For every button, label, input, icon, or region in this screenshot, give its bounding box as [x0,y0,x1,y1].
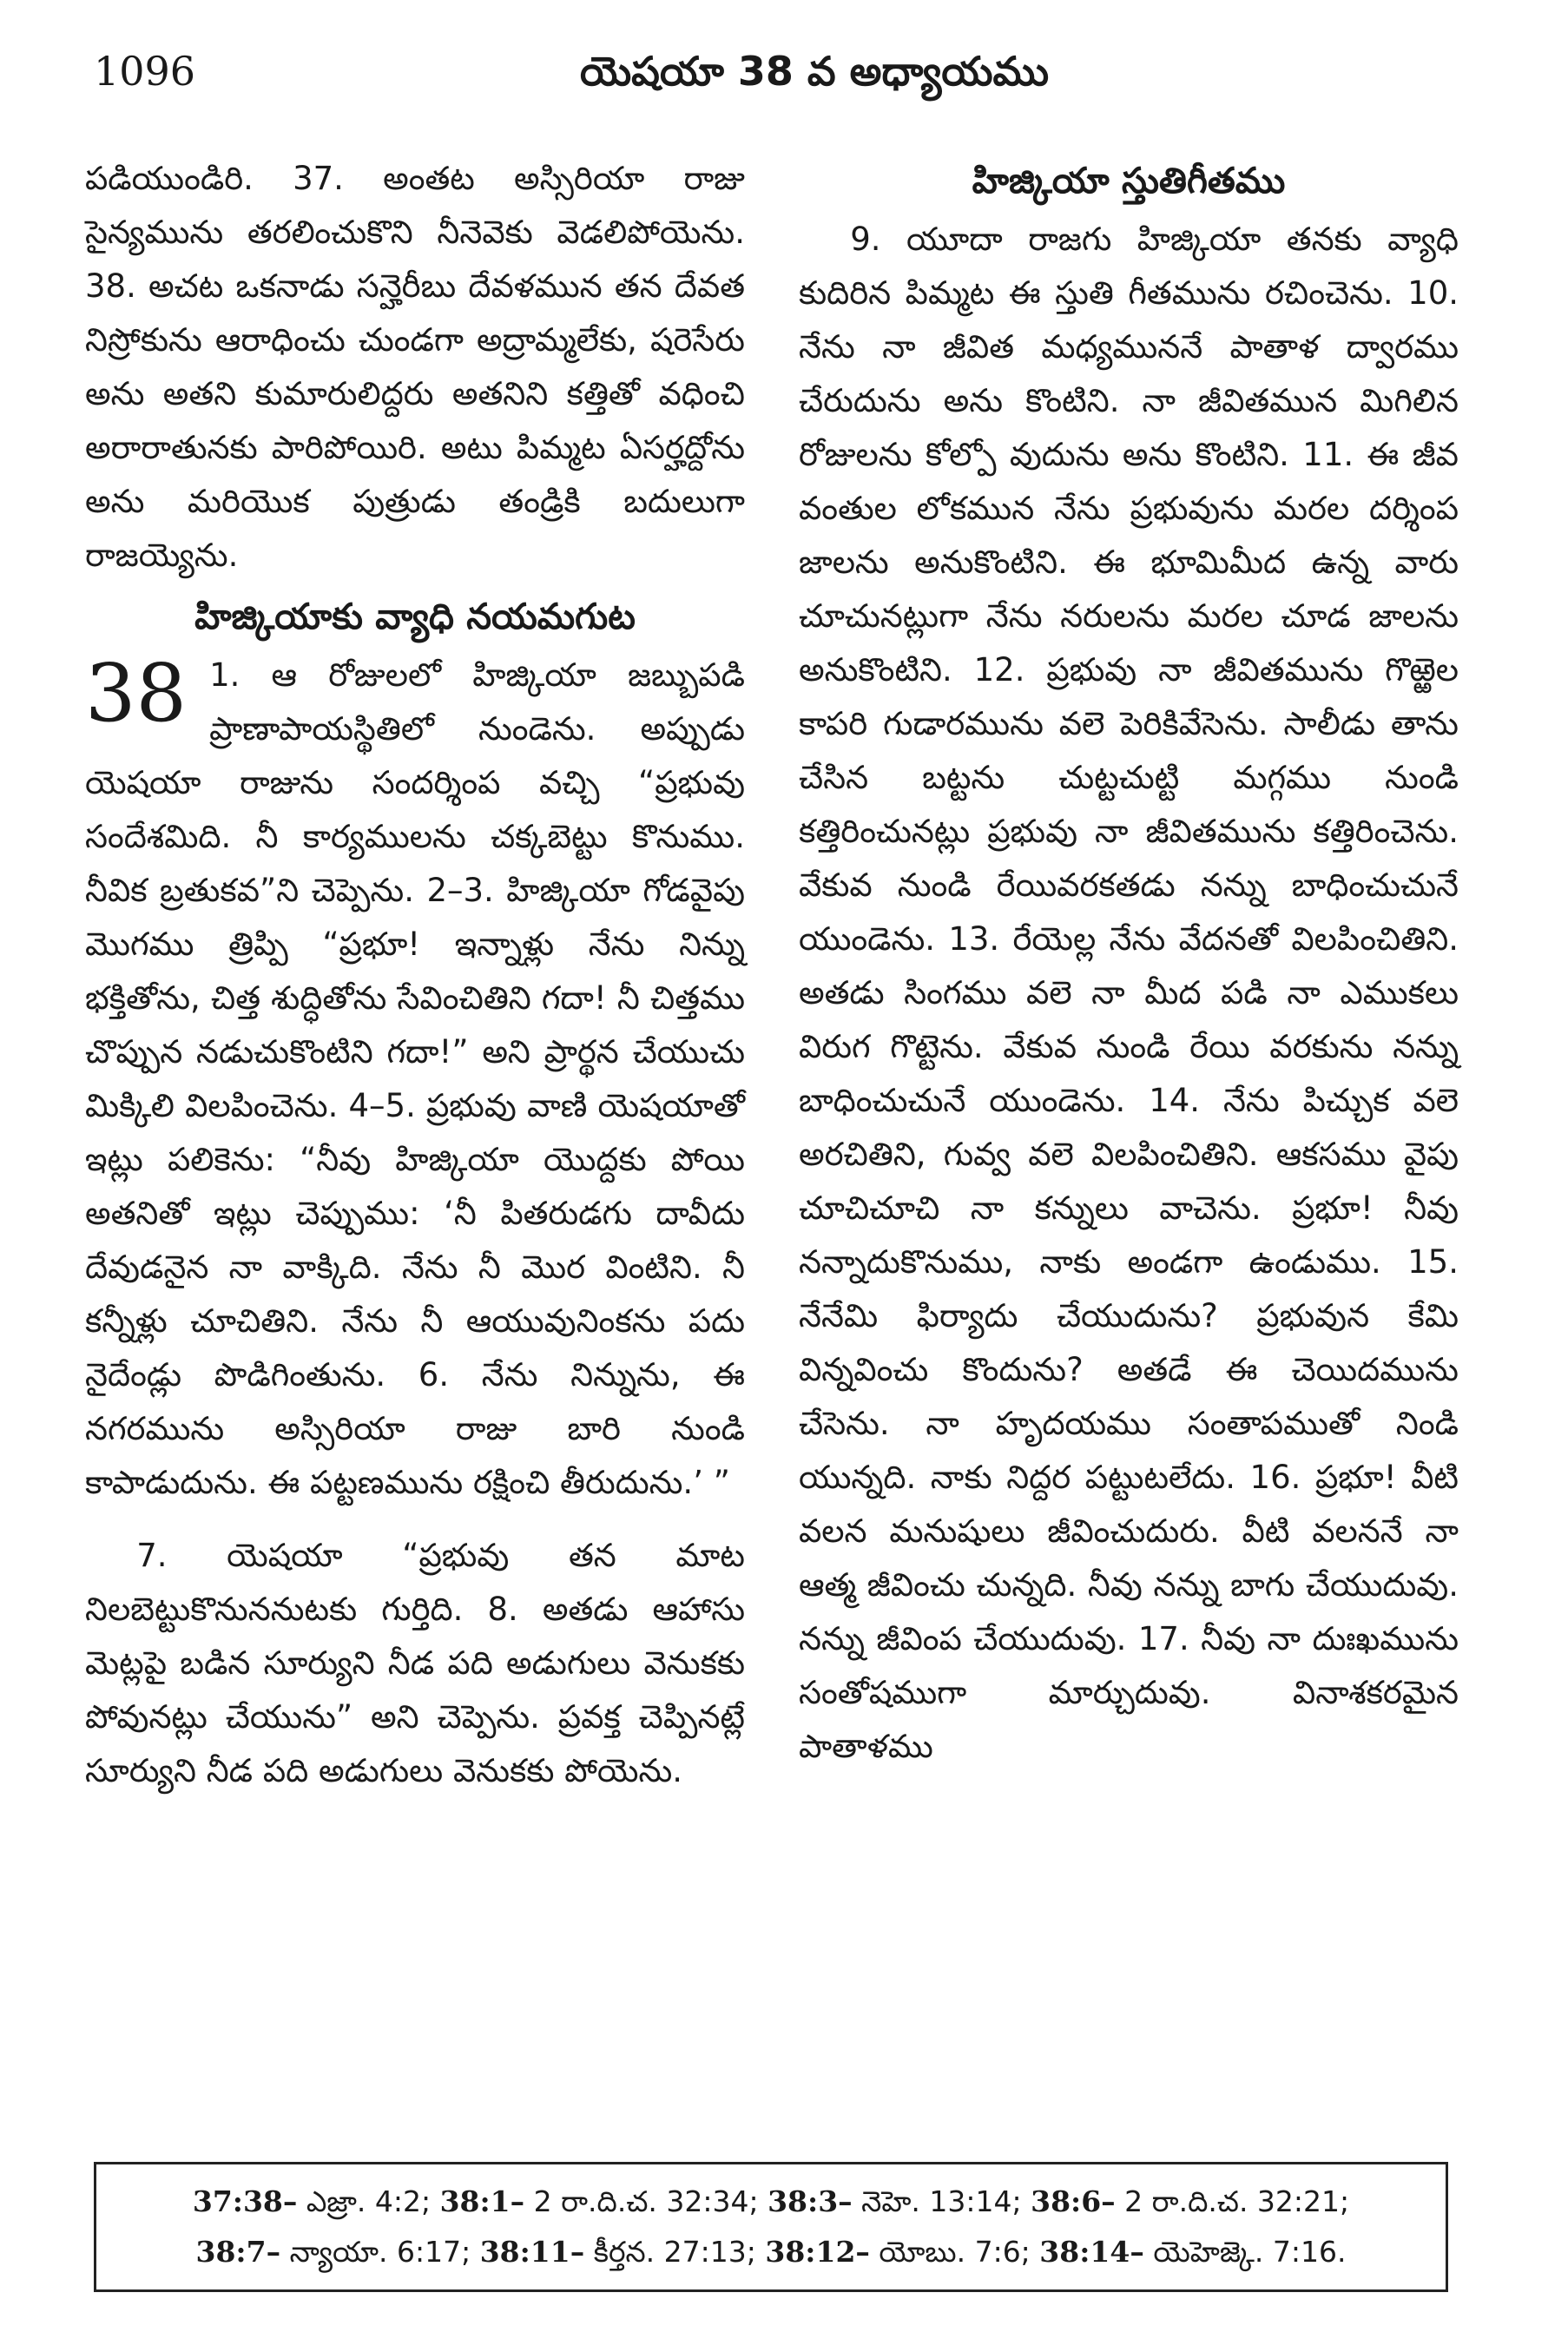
paragraph-song: 9. యూదా రాజగు హిజ్కియా తనకు వ్యాధి కుదిరిన పిమ్మట ఈ స్తుతి గీతమును రచించెను. 10. నేను నా జీవిత మధ్యముననే పాతాళ ద్వారము చేరుదును అను కొంటిని. నా జీవితమున మిగిలిన రోజులను కోల్పో వుదును అను కొంటిని. 11. ఈ జీవ వంతుల లోకమున నేను ప్రభువును మరల దర్శింప జాలను అనుకొంటిని. ఈ భూమిమీద ఉన్న వారు చూచునట్లుగా నేను నరులను మరల చూడ జాలను అనుకొంటిని. 12. ప్రభువు నా జీవితమును గొఱ్ఱెల కాపరి గుడారమును వలె పెరికివేసెను. సాలీడు తాను చేసిన బట్టను చుట్టచుట్టి మగ్గము నుండి కత్తిరించునట్లు ప్రభువు నా జీవితమును కత్తిరించెను. వేకువ నుండి రేయివరకతడు నన్ను బాధించుచునే యుండెను. 13. రేయెల్ల నేను వేదనతో విలపించితిని. అతడు సింగము వలె నా మీద పడి నా ఎముకలు విరుగ గొట్టెను. వేకువ నుండి రేయి వరకును నన్ను బాధించుచునే యుండెను. 14. నేను పిచ్చుక వలె అరచితిని, గువ్వ వలె విలపించితిని. ఆకసము వైపు చూచిచూచి నా కన్నులు వాచెను. ప్రభూ! నీవు నన్నాదుకొనుము, నాకు అండగా ఉండుము. 15. నేనేమి ఫిర్యాదు చేయుదును? ప్రభువున కేమి విన్నవించు కొందును? అతడే ఈ చెయిదమును చేసెను. నా హృదయము సంతాపముతో నిండి యున్నది. నాకు నిద్దర పట్టుటలేదు. 16. ప్రభూ! వీటి వలన మనుషులు జీవించుదురు. వీటి వలననే నా ఆత్మ జీవించు చున్నది. నీవు నన్ను బాగు చేయుదువు. నన్ను జీవింప చేయుదువు. 17. నీవు నా దుఃఖమును సంతోషముగా మార్చుదువు. వినాశకరమైన పాతాళము [799,221,1459,1765]
cross-references-box [94,2162,1448,2292]
ref-label: 37:38– [192,2184,298,2218]
ref-label: 38:3– [768,2184,853,2218]
ref-label: 38:14– [1039,2235,1144,2269]
ref-text: 2 రా.ది.చ. 32:21; [1115,2184,1350,2218]
ref-label: 38:6– [1031,2184,1116,2218]
paragraph-verse-seven: 7. యెషయా “ప్రభువు తన మాట నిలబెట్టుకొనుననుటకు గుర్తిది. 8. అతడు ఆహాసు మెట్లపై బడిన సూర్యుని నీడ పది అడుగులు వెనుకకు పోవునట్లు చేయును” అని చెప్పెను. ప్రవక్త చెప్పినట్లే సూర్యుని నీడ పది అడుగులు వెనుకకు పోయెను. [85,1537,745,1789]
ref-label: 38:1– [439,2184,525,2218]
ref-text: ఎజ్రా. 4:2; [297,2184,440,2218]
ref-label: 38:11– [479,2235,585,2269]
page-header [94,48,1474,117]
ref-text: కీర్తన. 27:13; [584,2235,766,2269]
ref-label: 38:7– [195,2235,281,2269]
running-title: యెషయా 38 వ అధ్యాయము [580,48,1050,95]
cross-references-line-2 [96,2227,1446,2277]
ref-text: నెహె. 13:14; [852,2184,1031,2218]
paragraph-intro: పడియుండిరి. 37. అంతట అస్సిరియా రాజు సైన్యమును తరలించుకొని నీనెవెకు వెడలిపోయెను. 38. అచట ఒకనాడు సన్హెరీబు దేవళమున తన దేవత నిస్రోకును ఆరాధించు చుండగా అద్రామ్మలేకు, షరెసేరు అను అతని కుమారులిద్దరు అతనిని కత్తితో వధించి అరారాతునకు పారిపోయిరి. అటు పిమ్మట ఏసర్హద్దోను అను మరియొక పుత్రుడు తండ్రికి బదులుగా రాజయ్యెను. [85,160,745,574]
paragraph-chapter-opening [85,649,745,1510]
page-number: 1096 [94,48,196,95]
ref-text: 2 రా.ది.చ. 32:34; [524,2184,768,2218]
ref-text: న్యాయా. 6:17; [280,2235,480,2269]
paragraph-chapter-text: 1. ఆ రోజులలో హిజ్కియా జబ్బుపడి ప్రాణాపాయస్థితిలో నుండెను. అప్పుడు యెషయా రాజును సందర్శింప వచ్చి “ప్రభువు సందేశమిది. నీ కార్యములను చక్కబెట్టు కొనుము. నీవిక బ్రతుకవ”ని చెప్పెను. 2–3. హిజ్కియా గోడవైపు మొగము త్రిప్పి “ప్రభూ! ఇన్నాళ్లు నేను నిన్ను భక్తితోను, చిత్త శుద్ధితోను సేవించితిని గదా! నీ చిత్తము చొప్పున నడుచుకొంటిని గదా!” అని ప్రార్థన చేయుచు మిక్కిలి విలపించెను. 4–5. ప్రభువు వాణి యెషయాతో ఇట్లు పలికెను: “నీవు హిజ్కియా యొద్దకు పోయి అతనితో ఇట్లు చెప్పుము: ‘నీ పితరుడగు దావీదు దేవుడనైన నా వాక్కిది. నేను నీ మొర వింటిని. నీ కన్నీళ్లు చూచితిని. నేను నీ ఆయువునింకను పదు నైదేండ్లు పొడిగింతును. 6. నేను నిన్నును, ఈ నగరమును అస్సిరియా రాజు బారి నుండి కాపాడుదును. ఈ పట్టణమును రక్షించి తీరుదును.’ ” [85,656,745,1501]
left-column [85,152,745,1798]
right-column [799,152,1459,1774]
ref-label: 38:12– [765,2235,870,2269]
section-heading-illness: హిజ్కియాకు వ్యాధి నయమగుట [194,596,636,637]
ref-text: యోబు. 7:6; [869,2235,1040,2269]
chapter-number: 38 [85,647,188,740]
ref-text: యెహెజ్కె. 7:16. [1143,2235,1347,2269]
cross-references-line-1 [96,2177,1446,2227]
section-heading-song: హిజ్కియా స్తుతిగీతము [972,160,1286,201]
